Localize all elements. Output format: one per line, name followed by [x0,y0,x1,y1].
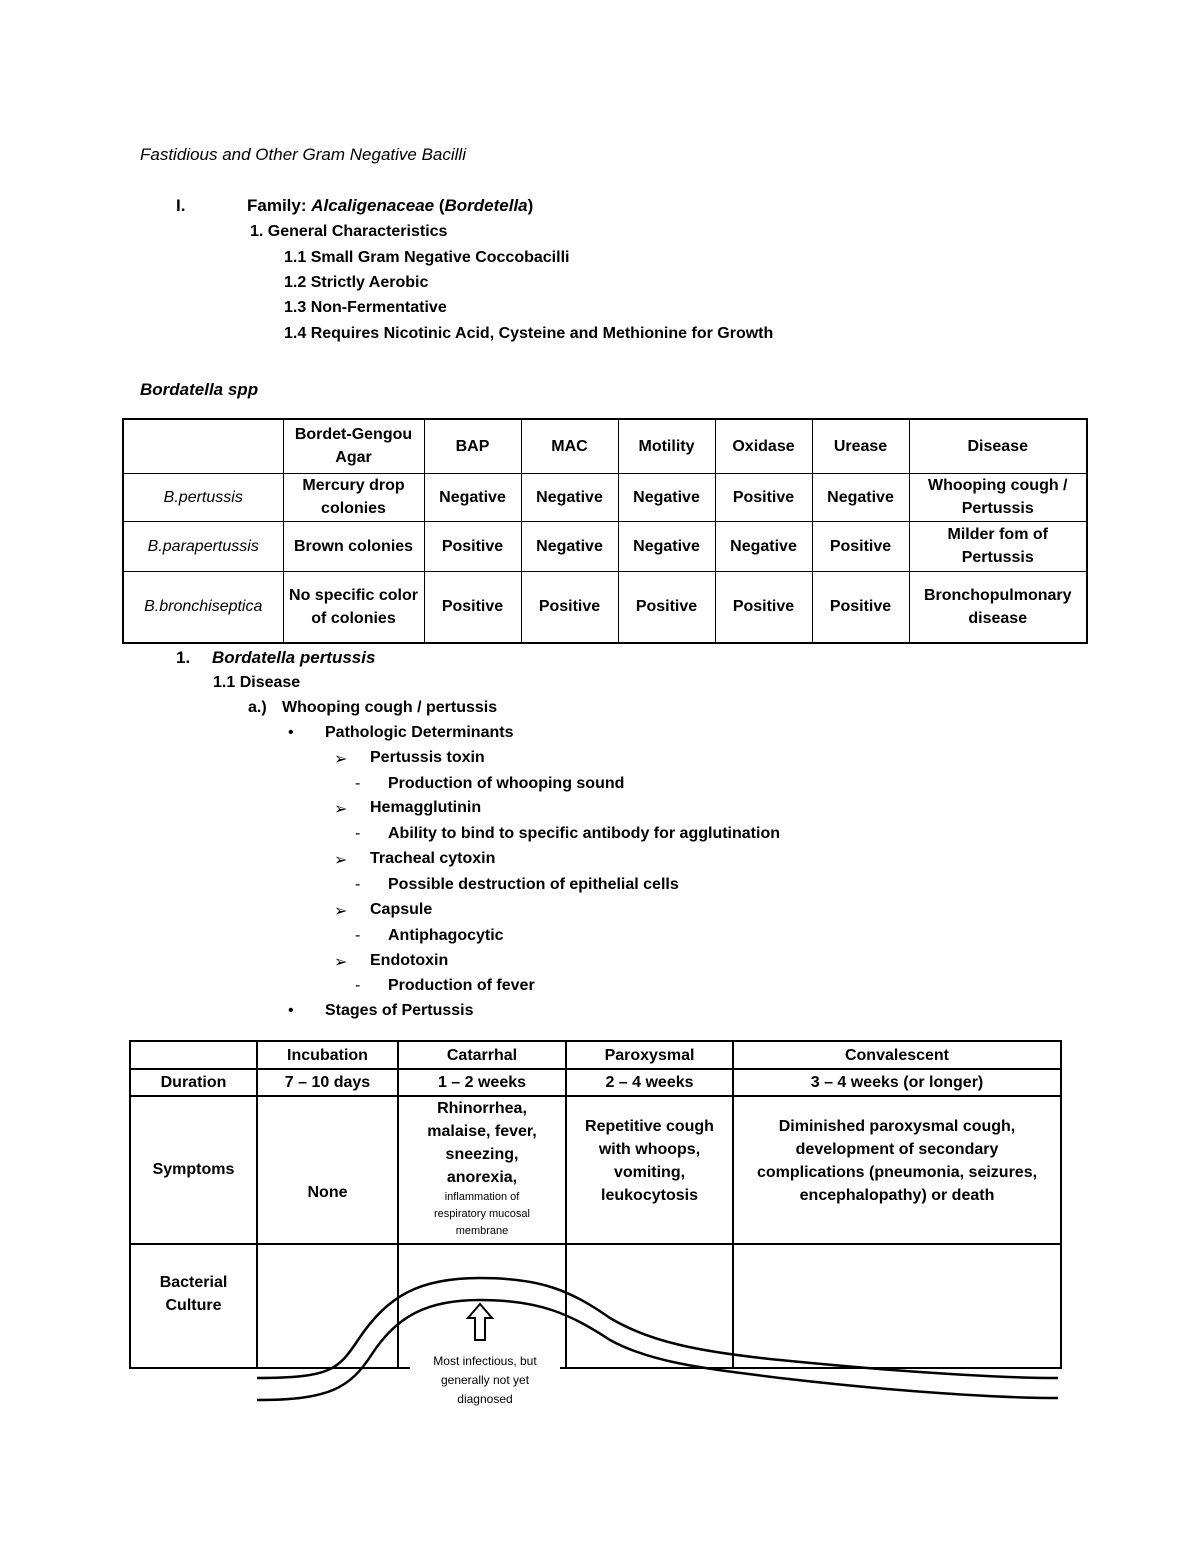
arrow-bullet-icon: ➢ [334,852,348,869]
row-label: Bacterial Culture [130,1244,257,1368]
section-number: I. [176,196,186,215]
family-name: Alcaligenaceae [311,196,435,215]
dash-icon: - [355,927,361,944]
species-name: B.parapertussis [123,521,283,571]
table-cell: Positive [424,521,521,571]
table-cell: Mercury drop colonies [283,473,424,521]
table-cell: Brown colonies [283,521,424,571]
family-prefix: Family: [247,196,312,215]
table-cell: 2 – 4 weeks [566,1069,733,1096]
row-label: Duration [130,1069,257,1096]
species-name: B.bronchiseptica [123,571,283,643]
table-cell: Repetitive cough with whoops, vomiting, leukocytosis [566,1096,733,1244]
disease-heading: 1.1 Disease [213,674,301,691]
header-cell: Oxidase [715,419,812,473]
header-cell: MAC [521,419,618,473]
table-cell: Bronchopulmonary disease [909,571,1087,643]
stages-heading: Stages of Pertussis [325,1002,474,1019]
catarrhal-symptoms: Rhinorrhea, malaise, fever, sneezing, anorexia, [427,1100,537,1186]
characteristic-item: 1.1 Small Gram Negative Coccobacilli [284,249,570,266]
determinant-name: Endotoxin [370,952,449,969]
arrow-bullet-icon: ➢ [334,903,348,920]
table-cell: Negative [715,521,812,571]
determinant-name: Capsule [370,901,433,918]
header-cell: Catarrhal [398,1041,566,1069]
pathologic-determinants: Pathologic Determinants [325,724,514,741]
header-cell: BAP [424,419,521,473]
characteristic-item: 1.4 Requires Nicotinic Acid, Cysteine and Methionine for Growth [284,325,774,342]
species-name: B.pertussis [123,473,283,521]
spp-heading: Bordatella spp [140,380,259,399]
table-cell: Positive [715,571,812,643]
characteristic-item: 1.3 Non-Fermentative [284,299,447,316]
sub-a-text: Whooping cough / pertussis [282,699,498,716]
table-cell: None [257,1096,398,1244]
determinant-desc: Ability to bind to specific antibody for agglutination [388,825,780,842]
header-cell: Convalescent [733,1041,1061,1069]
determinant-desc: Production of fever [388,977,535,994]
arrow-bullet-icon: ➢ [334,801,348,818]
header-cell: Urease [812,419,909,473]
bullet-icon: • [288,1002,294,1019]
pertussis-number: 1. [176,648,191,667]
table-cell: 7 – 10 days [257,1069,398,1096]
dash-icon: - [355,977,361,994]
table-cell: 1 – 2 weeks [398,1069,566,1096]
document-title: Fastidious and Other Gram Negative Bacilli [140,145,466,164]
determinant-desc: Production of whooping sound [388,775,625,792]
table-cell: Whooping cough / Pertussis [909,473,1087,521]
up-arrow-icon [468,1304,492,1340]
table-cell: No specific color of colonies [283,571,424,643]
determinant-name: Pertussis toxin [370,749,485,766]
table-cell: Negative [618,473,715,521]
characteristic-item: 1.2 Strictly Aerobic [284,274,429,291]
table-cell: Positive [812,521,909,571]
pertussis-heading: Bordatella pertussis [212,648,376,667]
family-open: ( [434,196,445,215]
header-cell: Disease [909,419,1087,473]
determinant-name: Tracheal cytoxin [370,850,496,867]
bullet-icon: • [288,724,294,741]
table-cell: Negative [521,521,618,571]
genus-name: Bordetella [444,196,528,215]
header-cell: Bordet-Gengou Agar [283,419,424,473]
table-cell: Positive [424,571,521,643]
determinant-desc: Possible destruction of epithelial cells [388,876,679,893]
header-cell: Paroxysmal [566,1041,733,1069]
arrow-bullet-icon: ➢ [334,751,348,768]
table-cell: Negative [521,473,618,521]
table-cell: Positive [618,571,715,643]
dash-icon: - [355,876,361,893]
table-cell: Negative [618,521,715,571]
table-cell: Negative [424,473,521,521]
determinant-desc: Antiphagocytic [388,927,504,944]
infectious-annotation: Most infectious, but generally not yet diagnosed [433,1354,537,1406]
determinant-name: Hemagglutinin [370,799,482,816]
family-close: ) [527,196,534,215]
table-cell: Positive [812,571,909,643]
table-cell: Negative [812,473,909,521]
header-cell: Motility [618,419,715,473]
header-cell: Incubation [257,1041,398,1069]
sub-a-label: a.) [248,699,267,716]
row-label: Symptoms [130,1096,257,1244]
curve-upper-line [257,1278,1058,1378]
catarrhal-symptoms-small: inflammation of respiratory mucosal membrane [434,1191,530,1237]
table-cell: 3 – 4 weeks (or longer) [733,1069,1061,1096]
dash-icon: - [355,825,361,842]
table-cell: Positive [715,473,812,521]
arrow-bullet-icon: ➢ [334,954,348,971]
general-characteristics-heading: 1. General Characteristics [250,223,448,240]
table-cell: Diminished paroxysmal cough, development of secondary complications (pneumonia, seizures, encephalopathy) or death [733,1096,1061,1244]
table-cell: Positive [521,571,618,643]
table-cell: Milder fom of Pertussis [909,521,1087,571]
dash-icon: - [355,775,361,792]
